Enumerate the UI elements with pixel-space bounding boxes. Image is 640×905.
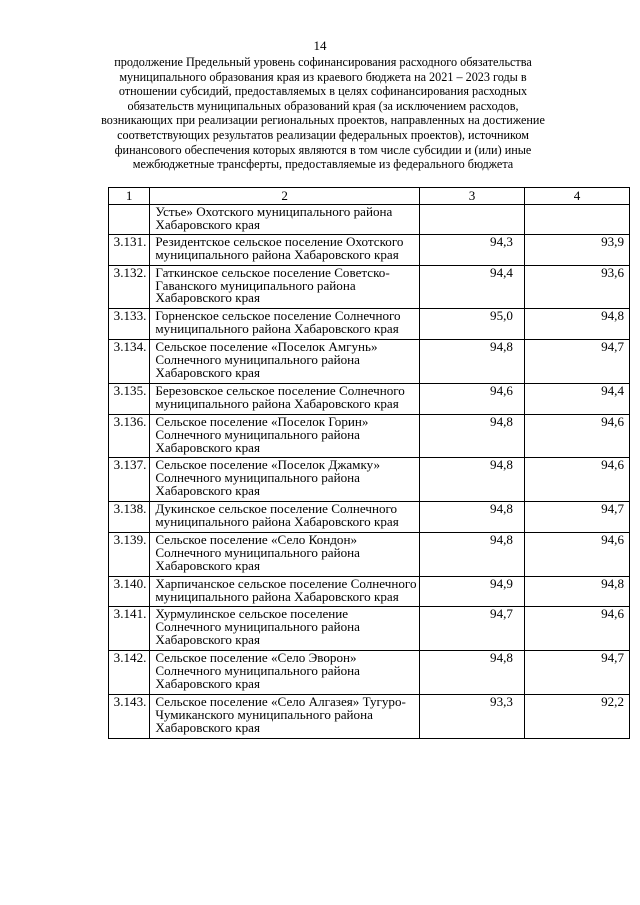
- row-number: 3.132.: [109, 265, 150, 309]
- municipality-name: Харпичанское сельское поселение Солнечного муниципального района Хабаровского края: [150, 576, 420, 607]
- table-row: [109, 607, 630, 651]
- municipality-name: Дукинское сельское поселение Солнечного муниципального района Хабаровского края: [150, 502, 420, 533]
- row-number: 3.138.: [109, 502, 150, 533]
- value-col-4: 94,4: [524, 383, 629, 414]
- table-row: [109, 383, 630, 414]
- table-row: [109, 651, 630, 695]
- value-col-4: [524, 205, 629, 235]
- row-number: [109, 205, 150, 235]
- value-col-3: 94,8: [419, 651, 524, 695]
- value-col-4: 94,7: [524, 502, 629, 533]
- value-col-3: 94,8: [419, 340, 524, 384]
- row-number: 3.143.: [109, 694, 150, 738]
- value-col-4: 94,8: [524, 309, 629, 340]
- municipality-name: Сельское поселение «Село Эворон» Солнечного муниципального района Хабаровского края: [150, 651, 420, 695]
- table-row: [109, 576, 630, 607]
- municipality-name: Сельское поселение «Село Кондон» Солнечного муниципального района Хабаровского края: [150, 532, 420, 576]
- row-number: 3.131.: [109, 234, 150, 265]
- row-number: 3.139.: [109, 532, 150, 576]
- row-number: 3.136.: [109, 414, 150, 458]
- municipality-name: Гаткинское сельское поселение Советско-Гаванского муниципального района Хабаровского края: [150, 265, 420, 309]
- row-number: 3.141.: [109, 607, 150, 651]
- table-row: [109, 234, 630, 265]
- table-row: [109, 414, 630, 458]
- municipality-name: Сельское поселение «Поселок Горин» Солнечного муниципального района Хабаровского края: [150, 414, 420, 458]
- municipality-name: Березовское сельское поселение Солнечного муниципального района Хабаровского края: [150, 383, 420, 414]
- value-col-4: 94,6: [524, 458, 629, 502]
- municipality-name: Устье» Охотского муниципального района Хабаровского края: [150, 205, 420, 235]
- value-col-4: 92,2: [524, 694, 629, 738]
- row-number: 3.142.: [109, 651, 150, 695]
- value-col-4: 93,9: [524, 234, 629, 265]
- value-col-4: 94,6: [524, 414, 629, 458]
- value-col-3: 95,0: [419, 309, 524, 340]
- row-number: 3.133.: [109, 309, 150, 340]
- table-row: [109, 532, 630, 576]
- value-col-3: 94,8: [419, 502, 524, 533]
- table-row: [109, 340, 630, 384]
- value-col-3: 94,4: [419, 265, 524, 309]
- value-col-3: 94,8: [419, 458, 524, 502]
- value-col-4: 94,6: [524, 607, 629, 651]
- table-row-continuation: [109, 205, 630, 235]
- value-col-4: 94,6: [524, 532, 629, 576]
- table-heading: продолжение Предельный уровень софинансирования расходного обязательства муниципального образования края из краевого бюджета на 2021 – 2023 годы в отношении субсидий, предоставляемых в целях софинансирования расходных обязательств муниципальных образований края (за исключением расходов, возникающих при реализации региональных проектов, направленных на достижение соответствующих результатов реализации федеральных проектов), источником финансового обеспечения которых являются в том числе субсидии и (или) иные межбюджетные трансферты, предоставляемые из федерального бюджета: [101, 55, 545, 172]
- row-number: 3.134.: [109, 340, 150, 384]
- column-header-3: 3: [419, 188, 524, 205]
- municipality-name: Хурмулинское сельское поселение Солнечного муниципального района Хабаровского края: [150, 607, 420, 651]
- table-row: [109, 502, 630, 533]
- column-header-1: 1: [109, 188, 150, 205]
- municipality-name: Сельское поселение «Поселок Джамку» Солнечного муниципального района Хабаровского края: [150, 458, 420, 502]
- value-col-4: 94,7: [524, 340, 629, 384]
- table-row: [109, 694, 630, 738]
- value-col-3: 94,8: [419, 532, 524, 576]
- table-row: [109, 309, 630, 340]
- value-col-3: 93,3: [419, 694, 524, 738]
- row-number: 3.140.: [109, 576, 150, 607]
- page-number: 14: [313, 38, 327, 53]
- table-body: [109, 205, 630, 739]
- municipality-name: Сельское поселение «Село Алгазея» Тугуро-Чумиканского муниципального района Хабаровского края: [150, 694, 420, 738]
- subsidy-table: [108, 187, 630, 739]
- value-col-3: [419, 205, 524, 235]
- municipality-name: Горненское сельское поселение Солнечного муниципального района Хабаровского края: [150, 309, 420, 340]
- header-row: [109, 188, 630, 205]
- column-header-2: 2: [150, 188, 420, 205]
- row-number: 3.135.: [109, 383, 150, 414]
- column-header-4: 4: [524, 188, 629, 205]
- value-col-3: 94,6: [419, 383, 524, 414]
- municipality-name: Резидентское сельское поселение Охотского муниципального района Хабаровского края: [150, 234, 420, 265]
- value-col-3: 94,8: [419, 414, 524, 458]
- row-number: 3.137.: [109, 458, 150, 502]
- table-row: [109, 458, 630, 502]
- municipality-name: Сельское поселение «Поселок Амгунь» Солнечного муниципального района Хабаровского края: [150, 340, 420, 384]
- value-col-3: 94,9: [419, 576, 524, 607]
- table-row: [109, 265, 630, 309]
- value-col-4: 94,8: [524, 576, 629, 607]
- value-col-3: 94,3: [419, 234, 524, 265]
- value-col-4: 93,6: [524, 265, 629, 309]
- value-col-3: 94,7: [419, 607, 524, 651]
- value-col-4: 94,7: [524, 651, 629, 695]
